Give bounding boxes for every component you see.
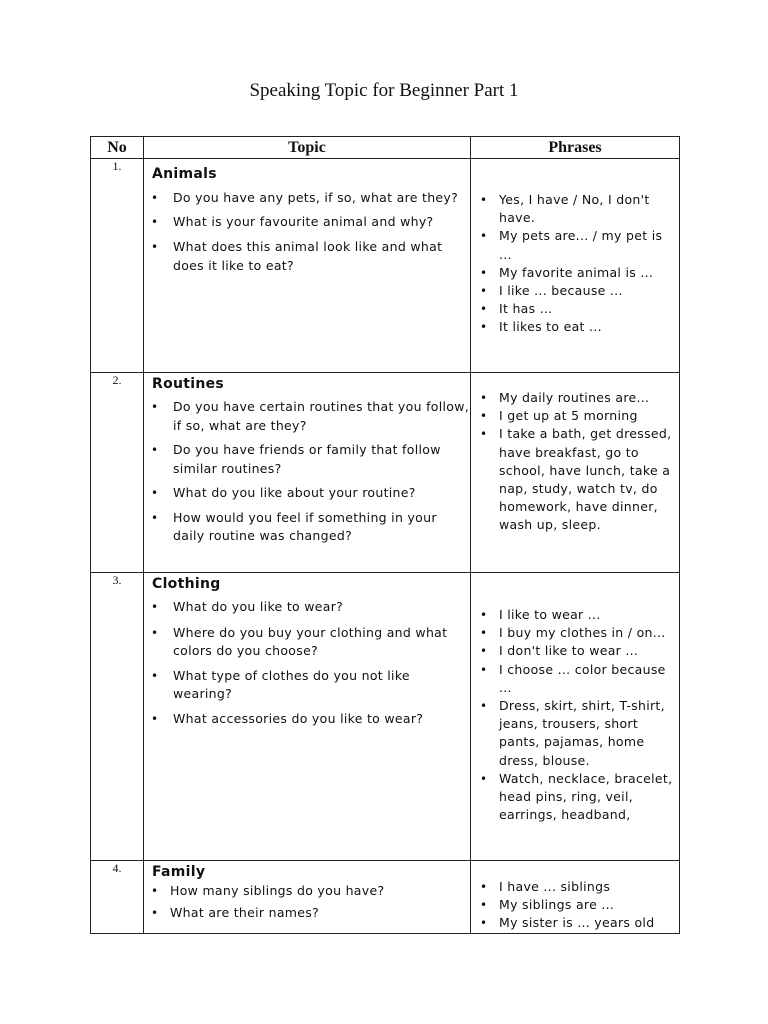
phrase-item: • I buy my clothes in / on... — [471, 624, 679, 642]
phrase-item: • I take a bath, get dressed, have breakfast, go to school, have lunch, take a nap, study, watch tv, do homework, have dinner, wash up, sleep. — [471, 425, 679, 534]
topic-cell — [144, 159, 471, 373]
phrase-item: • My pets are... / my pet is ... — [471, 227, 679, 263]
question-item: • What are their names? — [144, 904, 470, 923]
question-item: • Do you have friends or family that follow similar routines? — [144, 441, 470, 478]
topic-title: Routines — [152, 376, 225, 392]
topic-title: Animals — [152, 166, 217, 182]
table-header-row — [91, 137, 680, 159]
phrase-item: • It likes to eat ... — [471, 318, 679, 336]
phrases-cell — [471, 573, 680, 861]
table-row — [91, 373, 680, 573]
phrase-item: • My sister is ... years old — [471, 914, 679, 932]
phrases-cell — [471, 159, 680, 373]
phrase-item: • Dress, skirt, shirt, T-shirt, jeans, trousers, short pants, pajamas, home dress, blouse. — [471, 697, 679, 770]
row-number: 3. — [91, 573, 144, 861]
phrases-cell — [471, 373, 680, 573]
phrase-item: • My daily routines are... — [471, 389, 679, 407]
topic-title: Family — [152, 864, 206, 880]
table-row — [91, 861, 680, 934]
phrase-item: • I get up at 5 morning — [471, 407, 679, 425]
phrase-item: • I don't like to wear ... — [471, 642, 679, 660]
question-item: • What accessories do you like to wear? — [144, 710, 470, 729]
speaking-topics-table — [90, 136, 680, 934]
phrase-list — [471, 606, 679, 824]
question-item: • What does this animal look like and what does it like to eat? — [144, 238, 470, 275]
row-number: 4. — [91, 861, 144, 934]
phrase-item: • It has ... — [471, 300, 679, 318]
question-list — [144, 189, 470, 275]
phrase-item: • My siblings are ... — [471, 896, 679, 914]
header-no: No — [91, 137, 144, 159]
question-item: • What do you like about your routine? — [144, 484, 470, 503]
table-row — [91, 159, 680, 373]
question-list — [144, 598, 470, 728]
topic-cell — [144, 373, 471, 573]
question-list — [144, 398, 470, 546]
question-item: • What type of clothes do you not like wearing? — [144, 667, 470, 704]
phrase-item: • Yes, I have / No, I don't have. — [471, 191, 679, 227]
header-phrases: Phrases — [471, 137, 680, 159]
topic-title: Clothing — [152, 576, 221, 592]
phrase-list — [471, 878, 679, 933]
question-list — [144, 882, 470, 922]
phrase-item: • I choose ... color because ... — [471, 661, 679, 697]
document-title: Speaking Topic for Beginner Part 1 — [249, 80, 519, 101]
header-topic: Topic — [144, 137, 471, 159]
question-item: • Where do you buy your clothing and what colors do you choose? — [144, 624, 470, 661]
phrase-item: • I like ... because ... — [471, 282, 679, 300]
phrase-item: • I have ... siblings — [471, 878, 679, 896]
topic-cell — [144, 861, 471, 934]
question-item: • How would you feel if something in your daily routine was changed? — [144, 509, 470, 546]
question-item: • Do you have certain routines that you follow, if so, what are they? — [144, 398, 470, 435]
row-number: 1. — [91, 159, 144, 373]
question-item: • Do you have any pets, if so, what are they? — [144, 189, 470, 208]
phrase-item: • Watch, necklace, bracelet, head pins, ring, veil, earrings, headband, — [471, 770, 679, 825]
question-item: • What do you like to wear? — [144, 598, 470, 617]
phrase-item: • My favorite animal is ... — [471, 264, 679, 282]
table-row — [91, 573, 680, 861]
phrase-list — [471, 191, 679, 337]
phrase-list — [471, 389, 679, 535]
phrases-cell — [471, 861, 680, 934]
row-number: 2. — [91, 373, 144, 573]
topic-cell — [144, 573, 471, 861]
question-item: • What is your favourite animal and why? — [144, 213, 470, 232]
phrase-item: • I like to wear ... — [471, 606, 679, 624]
question-item: • How many siblings do you have? — [144, 882, 470, 901]
